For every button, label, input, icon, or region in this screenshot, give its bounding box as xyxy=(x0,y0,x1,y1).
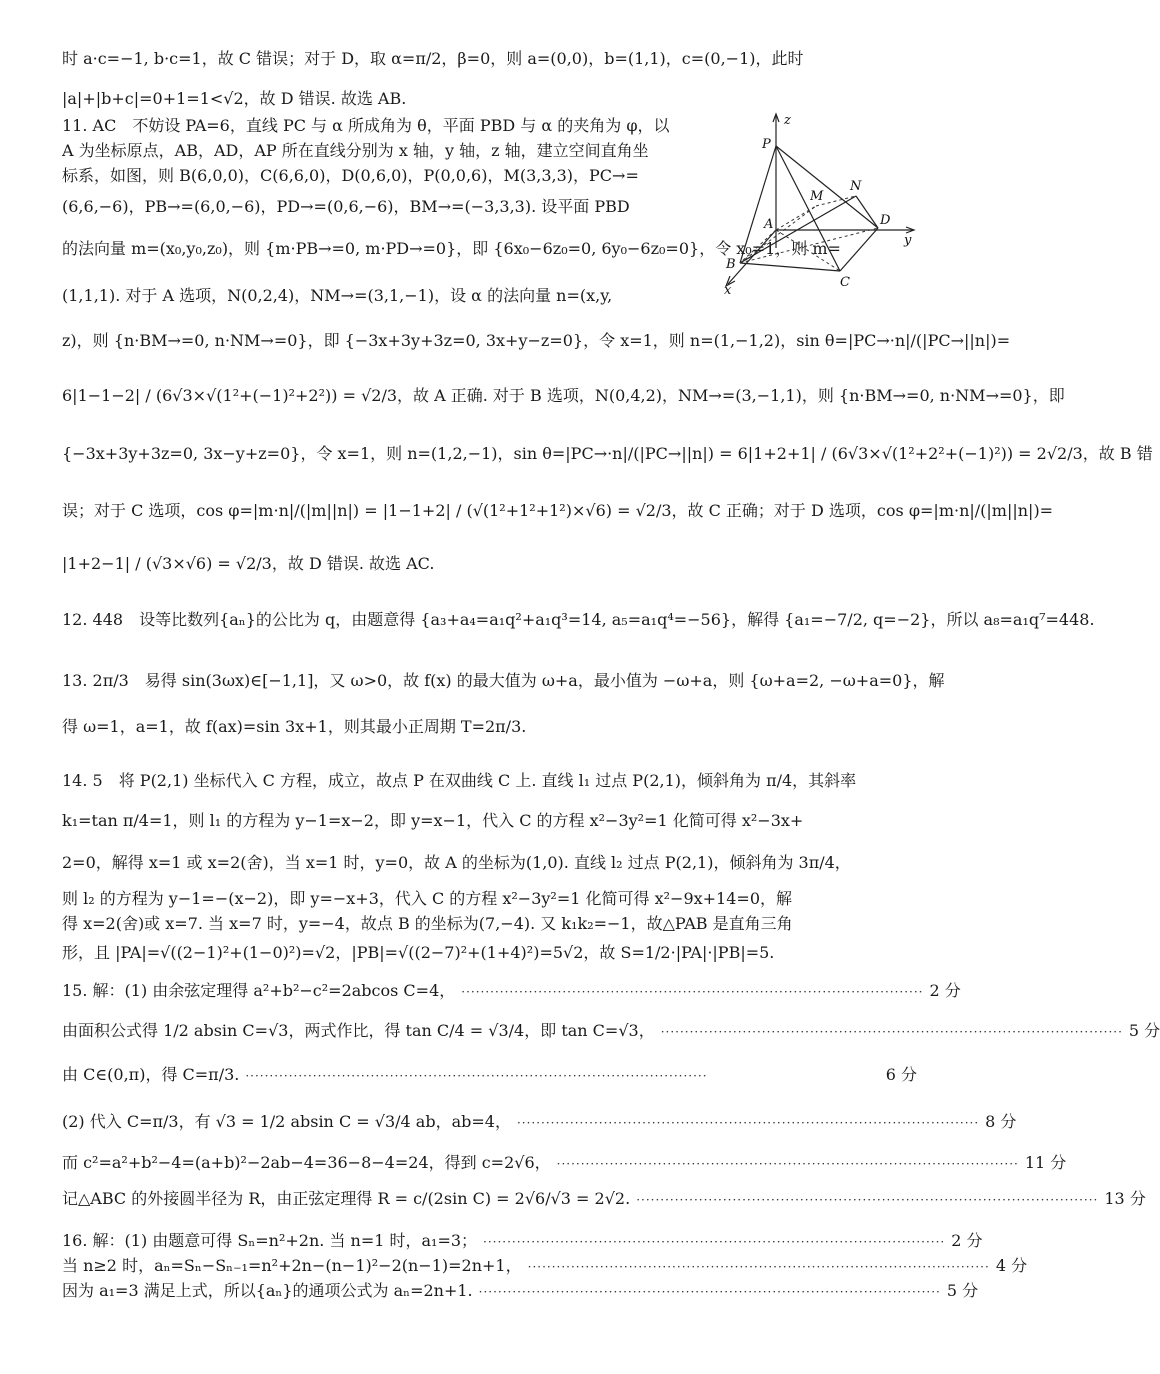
text-line: 则 l₂ 的方程为 y−1=−(x−2)，即 y=−x+3，代入 C 的方程 x²−3y²=1 化简可得 x²−9x+14=0，解 xyxy=(62,889,793,908)
scored-text: 由面积公式得 1/2 absin C=√3，两式作比，得 tan C/4 = √3/4，即 tan C=√3， xyxy=(62,1021,655,1040)
dot-leader: ································································································ xyxy=(636,1193,1099,1207)
text-line: 形，且 |PA|=√((2−1)²+(1−0)²)=√2，|PB|=√((2−7)²+(1+4)²)=5√2，故 S=1/2·|PA|·|PB|=5. xyxy=(62,943,775,962)
scored-text: 而 c²=a²+b²−4=(a+b)²−2ab−4=36−8−4=24，得到 c=2√6， xyxy=(62,1153,551,1172)
score-points: 8 分 xyxy=(985,1112,1017,1131)
label-C: C xyxy=(840,275,850,290)
text-line: |a|+|b+c|=0+1=1<√2，故 D 错误. 故选 AB. xyxy=(62,89,407,108)
text-line: 12. 448 设等比数列{aₙ}的公比为 q，由题意得 {a₃+a₄=a₁q²+a₁q³=14, a₅=a₁q⁴=−56}，解得 {a₁=−7/2, q=−2}，所以 a₈=a₁q⁷=448. xyxy=(62,610,1095,629)
scored-line xyxy=(62,1020,1160,1043)
text-line: {−3x+3y+3z=0, 3x−y+z=0}，令 x=1，则 n=(1,2,−1)，sin θ=|PC→·n|/(|PC→||n|) = 6|1+2+1| / (6√3×√(1²+2²+(−1)²)) = 2√2/3，故 B 错 xyxy=(62,444,1153,463)
text-line: (1,1,1). 对于 A 选项，N(0,2,4)，NM→=(3,1,−1)，设 α 的法向量 n=(x,y, xyxy=(62,286,613,305)
dot-leader: ································································································ xyxy=(483,1235,946,1249)
scored-line xyxy=(62,1188,1146,1211)
text-line: k₁=tan π/4=1，则 l₁ 的方程为 y−1=x−2，即 y=x−1，代入 C 的方程 x²−3y²=1 化简可得 x²−3x+ xyxy=(62,811,804,830)
text-line: 时 a·c=−1, b·c=1，故 C 错误；对于 D，取 α=π/2，β=0，则 a=(0,0)，b=(1,1)，c=(0,−1)，此时 xyxy=(62,49,804,68)
label-x: x xyxy=(724,283,732,298)
text-line: z)，则 {n·BM→=0, n·NM→=0}，即 {−3x+3y+3z=0, 3x+y−z=0}，令 x=1，则 n=(1,−1,2)，sin θ=|PC→·n|/(|PC→||n|)= xyxy=(62,331,1011,350)
label-z: z xyxy=(784,113,791,128)
scored-text: 当 n≥2 时，aₙ=Sₙ−Sₙ₋₁=n²+2n−(n−1)²−2(n−1)=2n+1， xyxy=(62,1256,522,1275)
edge-CD xyxy=(840,228,878,271)
score-points: 5 分 xyxy=(946,1281,979,1300)
score-points: 5 分 xyxy=(1128,1021,1160,1040)
label-D: D xyxy=(880,213,891,228)
score-points: 13 分 xyxy=(1104,1189,1146,1208)
dot-leader: ································································································ xyxy=(660,1025,1123,1039)
text-line: 的法向量 m=(x₀,y₀,z₀)，则 {m·PB→=0, m·PD→=0}，即 {6x₀−6z₀=0, 6y₀−6z₀=0}，令 x₀=1，则 m= xyxy=(62,239,841,258)
scored-text: 记△ABC 的外接圆半径为 R，由正弦定理得 R = c/(2sin C) = 2√6/√3 = 2√2. xyxy=(62,1189,631,1208)
text-line: 6|1−1−2| / (6√3×√(1²+(−1)²+2²)) = √2/3，故 A 正确. 对于 B 选项，N(0,4,2)，NM→=(3,−1,1)，则 {n·BM→=0, n·NM→=0}，即 xyxy=(62,386,1065,405)
text-line: (6,6,−6)，PB→=(6,0,−6)，PD→=(0,6,−6)，BM→=(−3,3,3). 设平面 PBD xyxy=(62,197,630,216)
text-line: 2=0，解得 x=1 或 x=2(舍)，当 x=1 时，y=0，故 A 的坐标为(1,0). 直线 l₂ 过点 P(2,1)，倾斜角为 3π/4， xyxy=(62,853,851,872)
text-line: 13. 2π/3 易得 sin(3ωx)∈[−1,1]，又 ω>0，故 f(x) 的最大值为 ω+a，最小值为 −ω+a，则 {ω+a=2, −ω+a=0}，解 xyxy=(62,671,945,690)
scored-line xyxy=(62,1064,917,1087)
scored-line xyxy=(62,1280,979,1303)
dot-leader: ································································································ xyxy=(245,1069,708,1083)
scored-line xyxy=(62,1230,983,1253)
scored-text: (2) 代入 C=π/3，有 √3 = 1/2 absin C = √3/4 ab，ab=4， xyxy=(62,1112,511,1131)
text-line: 得 x=2(舍)或 x=7. 当 x=7 时，y=−4，故点 B 的坐标为(7,−4). 又 k₁k₂=−1，故△PAB 是直角三角 xyxy=(62,914,793,933)
edge-PC xyxy=(776,146,840,271)
score-points: 4 分 xyxy=(995,1256,1028,1275)
scored-text: 因为 a₁=3 满足上式，所以{aₙ}的通项公式为 aₙ=2n+1. xyxy=(62,1281,473,1300)
label-N: N xyxy=(850,179,862,194)
dot-leader: ································································································ xyxy=(461,985,924,999)
edge-AM-dashed xyxy=(776,206,816,230)
score-points: 6 分 xyxy=(885,1065,917,1084)
label-B: B xyxy=(726,257,736,272)
text-line: 11. AC 不妨设 PA=6，直线 PC 与 α 所成角为 θ，平面 PBD 与 α 的夹角为 φ，以 xyxy=(62,116,670,135)
dot-leader: ································································································ xyxy=(478,1285,941,1299)
score-points: 11 分 xyxy=(1024,1153,1067,1172)
label-y: y xyxy=(904,233,912,248)
text-line: 得 ω=1，a=1，故 f(ax)=sin 3x+1，则其最小正周期 T=2π/3. xyxy=(62,717,527,736)
scored-line xyxy=(62,1152,1067,1175)
dot-leader: ································································································ xyxy=(527,1260,990,1274)
scored-text: 16. 解：(1) 由题意可得 Sₙ=n²+2n. 当 n=1 时，a₁=3； xyxy=(62,1231,478,1250)
scored-line xyxy=(62,1255,1028,1278)
text-line: 14. 5 将 P(2,1) 坐标代入 C 方程，成立，故点 P 在双曲线 C 上. 直线 l₁ 过点 P(2,1)，倾斜角为 π/4，其斜率 xyxy=(62,771,857,790)
label-M: M xyxy=(810,189,824,204)
scored-line xyxy=(62,980,961,1003)
edge-ND xyxy=(856,196,878,228)
text-line: 标系，如图，则 B(6,0,0)，C(6,6,0)，D(0,6,0)，P(0,0,6)，M(3,3,3)，PC→= xyxy=(62,166,639,185)
text-line: |1+2−1| / (√3×√6) = √2/3，故 D 错误. 故选 AC. xyxy=(62,554,435,573)
text-line: A 为坐标原点，AB，AD，AP 所在直线分别为 x 轴，y 轴，z 轴，建立空间直角坐 xyxy=(62,141,649,160)
scored-line xyxy=(62,1111,1017,1134)
text-line: 误；对于 C 选项，cos φ=|m·n|/(|m||n|) = |1−1+2| / (√(1²+1²+1²)×√6) = √2/3，故 C 正确；对于 D 选项，cos φ=|m·n|/(|m||n|)= xyxy=(62,501,1054,520)
scored-text: 15. 解：(1) 由余弦定理得 a²+b²−c²=2abcos C=4， xyxy=(62,981,456,1000)
dot-leader: ································································································ xyxy=(556,1157,1019,1171)
edge-PD xyxy=(776,146,878,228)
edge-BC xyxy=(740,263,840,271)
score-points: 2 分 xyxy=(951,1231,983,1250)
pyramid-figure xyxy=(718,108,918,298)
edge-BM-dashed xyxy=(740,206,816,263)
dot-leader: ································································································ xyxy=(516,1116,980,1130)
score-points: 2 分 xyxy=(929,981,961,1000)
label-P: P xyxy=(762,137,771,152)
scored-text: 由 C∈(0,π)，得 C=π/3. xyxy=(62,1065,240,1084)
edge-BD-dashed xyxy=(740,228,878,263)
label-A: A xyxy=(764,217,774,232)
